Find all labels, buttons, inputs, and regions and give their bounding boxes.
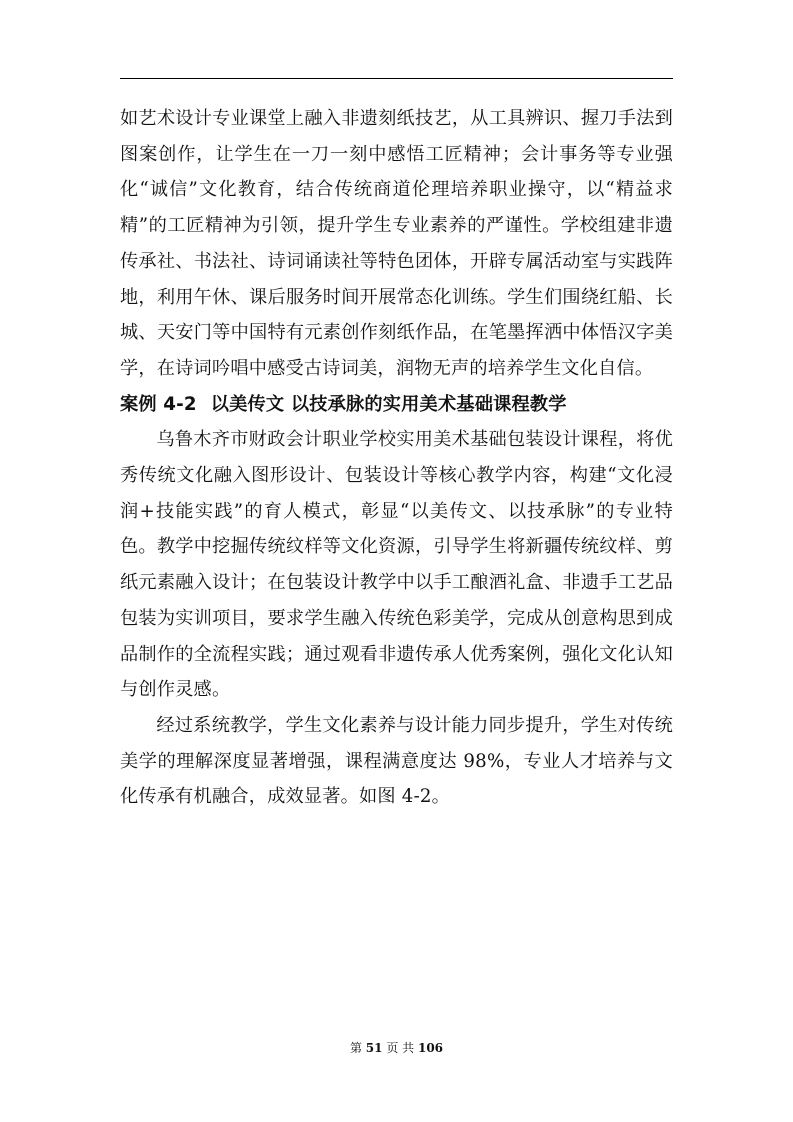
header-rule xyxy=(120,78,673,79)
footer-prefix: 第 xyxy=(349,1041,362,1055)
case-heading xyxy=(120,387,673,423)
paragraph-case-outcome: 经过系统教学，学生文化素养与设计能力同步提升，学生对传统美学的理解深度显著增强，课程满意度达 98%，专业人才培养与文化传承有机融合，成效显著。如图 4-2。 xyxy=(120,714,673,808)
case-number: 案例 4-2 xyxy=(120,393,197,415)
footer-total-pages: 106 xyxy=(417,1041,444,1055)
paragraph-case-description: 乌鲁木齐市财政会计职业学校实用美术基础包装设计课程，将优秀传统文化融入图形设计、包装设计等核心教学内容，构建“文化浸润+技能实践”的育人模式，彰显“以美传文、以技承脉”的专业特色。教学中挖掘传统纹样等文化资源，引导学生将新疆传统纹样、剪纸元素融入设计；在包装设计教学中以手工酿酒礼盒、非遗手工艺品包装为实训项目，要求学生融入传统色彩美学，完成从创意构思到成品制作的全流程实践；通过观看非遗传承人优秀案例，强化文化认知与创作灵感。 xyxy=(120,429,673,701)
footer-page-number: 51 xyxy=(365,1041,383,1055)
footer-middle: 页 共 xyxy=(386,1041,415,1055)
case-title: 以美传文 以技承脉的实用美术基础课程教学 xyxy=(210,393,567,415)
page-body xyxy=(120,101,673,815)
paragraph-intro-continued: 如艺术设计专业课堂上融入非遗刻纸技艺，从工具辨识、握刀手法到图案创作，让学生在一刀一刻中感悟工匠精神；会计事务等专业强化“诚信”文化教育，结合传统商道伦理培养职业操守，以“精益求精”的工匠精神为引领，提升学生专业素养的严谨性。学校组建非遗传承社、书法社、诗词诵读社等特色团体，开辟专属活动室与实践阵地，利用午休、课后服务时间开展常态化训练。学生们围绕红船、长城、天安门等中国特有元素创作刻纸作品，在笔墨挥洒中体悟汉字美学，在诗词吟唱中感受古诗词美，润物无声的培养学生文化自信。 xyxy=(120,108,673,379)
page-footer xyxy=(0,1040,793,1056)
